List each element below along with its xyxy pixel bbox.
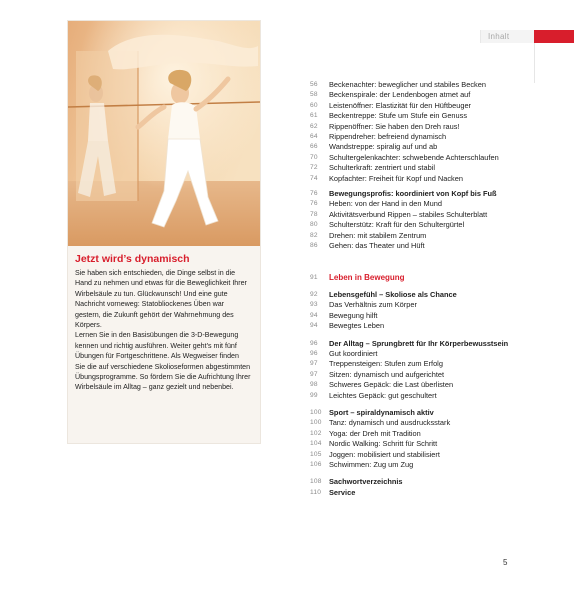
toc-page-number: 60	[310, 101, 318, 109]
toc-entry	[310, 460, 530, 470]
toc-page-number: 102	[310, 429, 322, 437]
sidebar-card	[67, 20, 261, 444]
toc-page-number: 62	[310, 122, 318, 130]
toc-entry	[310, 359, 530, 369]
toc-title: Das Verhältnis zum Körper	[329, 300, 417, 310]
toc-entry	[310, 477, 530, 487]
toc-page-number: 97	[310, 360, 318, 368]
toc-title: Wandstreppe: spiralig auf und ab	[329, 142, 438, 152]
toc-entry	[310, 111, 530, 121]
toc-spacer	[310, 332, 530, 339]
toc-title: Beckenachter: beweglicher und stabiles Becken	[329, 80, 486, 89]
toc-entry	[310, 380, 530, 390]
toc-entry	[310, 174, 530, 184]
toc-title: Leben in Bewegung	[329, 272, 405, 282]
toc-title: Kopfachter: Freiheit für Kopf und Nacken	[329, 173, 463, 183]
toc-page-number: 80	[310, 221, 318, 229]
header-divider	[534, 43, 535, 83]
toc-title: Treppensteigen: Stufen zum Erfolg	[329, 359, 443, 369]
toc-entry	[310, 220, 530, 230]
toc-page-number: 104	[310, 440, 322, 448]
toc-title: Bewegung hilft	[329, 310, 378, 320]
toc-entry	[310, 142, 530, 152]
toc-entry	[310, 339, 530, 349]
toc-title: Schulterstütz: Kraft für den Schultergürtel	[329, 220, 465, 230]
toc-entry	[310, 391, 530, 401]
sidebar-paragraph: Sie haben sich entschieden, die Dinge selbst in die Hand zu nehmen und etwas für die Beweglichkeit Ihrer Wirbelsäule zu tun. Glückwunsch! Und eine gute Nachricht vorneweg: Statobliockenes Üben war gestern, die Zukunft gehört der Wahrnehmung des Körpers.	[75, 269, 247, 330]
toc-page-number: 93	[310, 301, 318, 309]
toc-entry	[310, 210, 530, 220]
toc-page-number: 99	[310, 391, 318, 399]
toc-page-number: 86	[310, 242, 318, 250]
toc-entry	[310, 241, 530, 251]
toc-page-number: 76	[310, 190, 318, 198]
header-accent-bar	[534, 30, 574, 43]
toc-page-number: 94	[310, 322, 318, 330]
toc-spacer	[310, 470, 530, 477]
toc-title: Beckentreppe: Stufe um Stufe ein Genuss	[329, 111, 468, 121]
toc-page-number: 106	[310, 461, 322, 468]
toc-page-number: 76	[310, 200, 318, 208]
toc-page-number: 110	[310, 488, 322, 496]
toc-entry	[310, 80, 530, 90]
toc-entry	[310, 418, 530, 428]
toc-title: Sport – spiraldynamisch aktiv	[329, 407, 434, 417]
sidebar-body	[75, 268, 251, 393]
toc-spacer	[310, 252, 530, 273]
toc-entry	[310, 321, 530, 331]
toc-entry	[310, 290, 530, 300]
toc-title: Service	[329, 487, 356, 497]
toc-title: Gehen: das Theater und Hüft	[329, 241, 425, 251]
toc-page-number: 100	[310, 408, 322, 416]
toc-title: Tanz: dynamisch und ausdrucksstark	[329, 418, 451, 428]
toc-title: Leichtes Gepäck: gut geschultert	[329, 390, 437, 400]
toc-entry	[310, 122, 530, 132]
toc-page-number: 97	[310, 370, 318, 378]
toc-title: Schultergelenkachter: schwebende Achterschlaufen	[329, 152, 499, 162]
toc-title: Sitzen: dynamisch und aufgerichtet	[329, 369, 445, 379]
toc-title: Lebensgefühl – Skoliose als Chance	[329, 289, 457, 299]
toc-title: Der Alltag – Sprungbrett für Ihr Körperbewusstsein	[329, 338, 509, 348]
toc-title: Schulterkraft: zentriert und stabil	[329, 163, 435, 173]
toc-entry	[310, 153, 530, 163]
toc-entry	[310, 349, 530, 359]
toc-entry	[310, 163, 530, 173]
toc-entry	[310, 231, 530, 241]
toc-page-number: 78	[310, 210, 318, 218]
toc-title: Heben: von der Hand in den Mund	[329, 199, 442, 209]
toc-title: Beckenspirale: der Lendenbogen atmet auf	[329, 90, 471, 100]
toc-page-number: 98	[310, 381, 318, 389]
toc-page-number: 64	[310, 133, 318, 141]
toc-title: Schwimmen: Zug um Zug	[329, 460, 414, 469]
toc-page-number: 58	[310, 91, 318, 99]
toc-entry	[310, 408, 530, 418]
toc-page-number: 70	[310, 153, 318, 161]
toc-title: Sachwortverzeichnis	[329, 477, 403, 487]
header-section-label: Inhalt	[480, 30, 534, 43]
toc-entry	[310, 189, 530, 199]
toc-title: Bewegungsprofis: koordiniert von Kopf bis Fuß	[329, 189, 497, 199]
toc-page-number: 96	[310, 349, 318, 357]
toc-title: Drehen: mit stabilem Zentrum	[329, 230, 427, 240]
toc-page-number: 74	[310, 174, 318, 182]
toc-page-number: 105	[310, 450, 322, 458]
toc-spacer	[310, 283, 530, 290]
toc-entry	[310, 90, 530, 100]
toc-page-number: 92	[310, 290, 318, 298]
toc-page-number: 72	[310, 164, 318, 172]
toc-title: Rippenöffner: Sie haben den Dreh raus!	[329, 121, 460, 131]
toc-page-number: 61	[310, 112, 318, 120]
sidebar-paragraph: Lernen Sie in den Basisübungen die 3-D-Bewegung kennen und richtig ausführen. Weiter geht’s mit fünf Übungen für Fortgeschrittene. Als Wegweiser finden Sie die auf verschiedene Skolioseformen abgestimmten Übungsprogramme. So fördern Sie die Aufrichtung Ihrer Wirbelsäule im Alltag – ganz gezielt und nebenbei.	[75, 331, 251, 392]
toc-spacer	[310, 401, 530, 408]
toc-page-number: 108	[310, 478, 322, 486]
table-of-contents	[310, 80, 530, 498]
toc-title: Nordic Walking: Schritt für Schritt	[329, 439, 438, 449]
toc-title: Aktivitätsverbund Rippen – stabiles Schulterblatt	[329, 209, 488, 219]
toc-page-number: 82	[310, 231, 318, 239]
toc-entry	[310, 429, 530, 439]
toc-entry	[310, 132, 530, 142]
toc-page-number: 96	[310, 339, 318, 347]
toc-entry	[310, 450, 530, 460]
toc-page-number: 66	[310, 143, 318, 151]
toc-title: Leistenöffner: Elastizität für den Hüftbeuger	[329, 100, 472, 110]
toc-title: Bewegtes Leben	[329, 321, 385, 331]
toc-title: Gut koordiniert	[329, 348, 378, 358]
toc-page-number: 100	[310, 419, 322, 427]
toc-page-number: 56	[310, 81, 318, 88]
toc-title: Yoga: der Dreh mit Tradition	[329, 428, 421, 438]
toc-section-heading	[310, 273, 530, 283]
toc-page-number: 91	[310, 273, 318, 281]
toc-entry	[310, 101, 530, 111]
toc-title: Rippendreher: befreiend dynamisch	[329, 132, 447, 142]
toc-entry	[310, 311, 530, 321]
toc-title: Joggen: mobilisiert und stabilisiert	[329, 449, 440, 459]
toc-entry	[310, 199, 530, 209]
toc-page-number: 94	[310, 311, 318, 319]
page-number: 5	[503, 558, 508, 567]
sidebar-heading: Jetzt wird’s dynamisch	[75, 253, 190, 265]
toc-entry	[310, 370, 530, 380]
toc-title: Schweres Gepäck: die Last überlisten	[329, 380, 454, 390]
toc-entry	[310, 300, 530, 310]
toc-entry	[310, 439, 530, 449]
toc-entry	[310, 488, 530, 498]
dancer-photo	[68, 21, 260, 246]
